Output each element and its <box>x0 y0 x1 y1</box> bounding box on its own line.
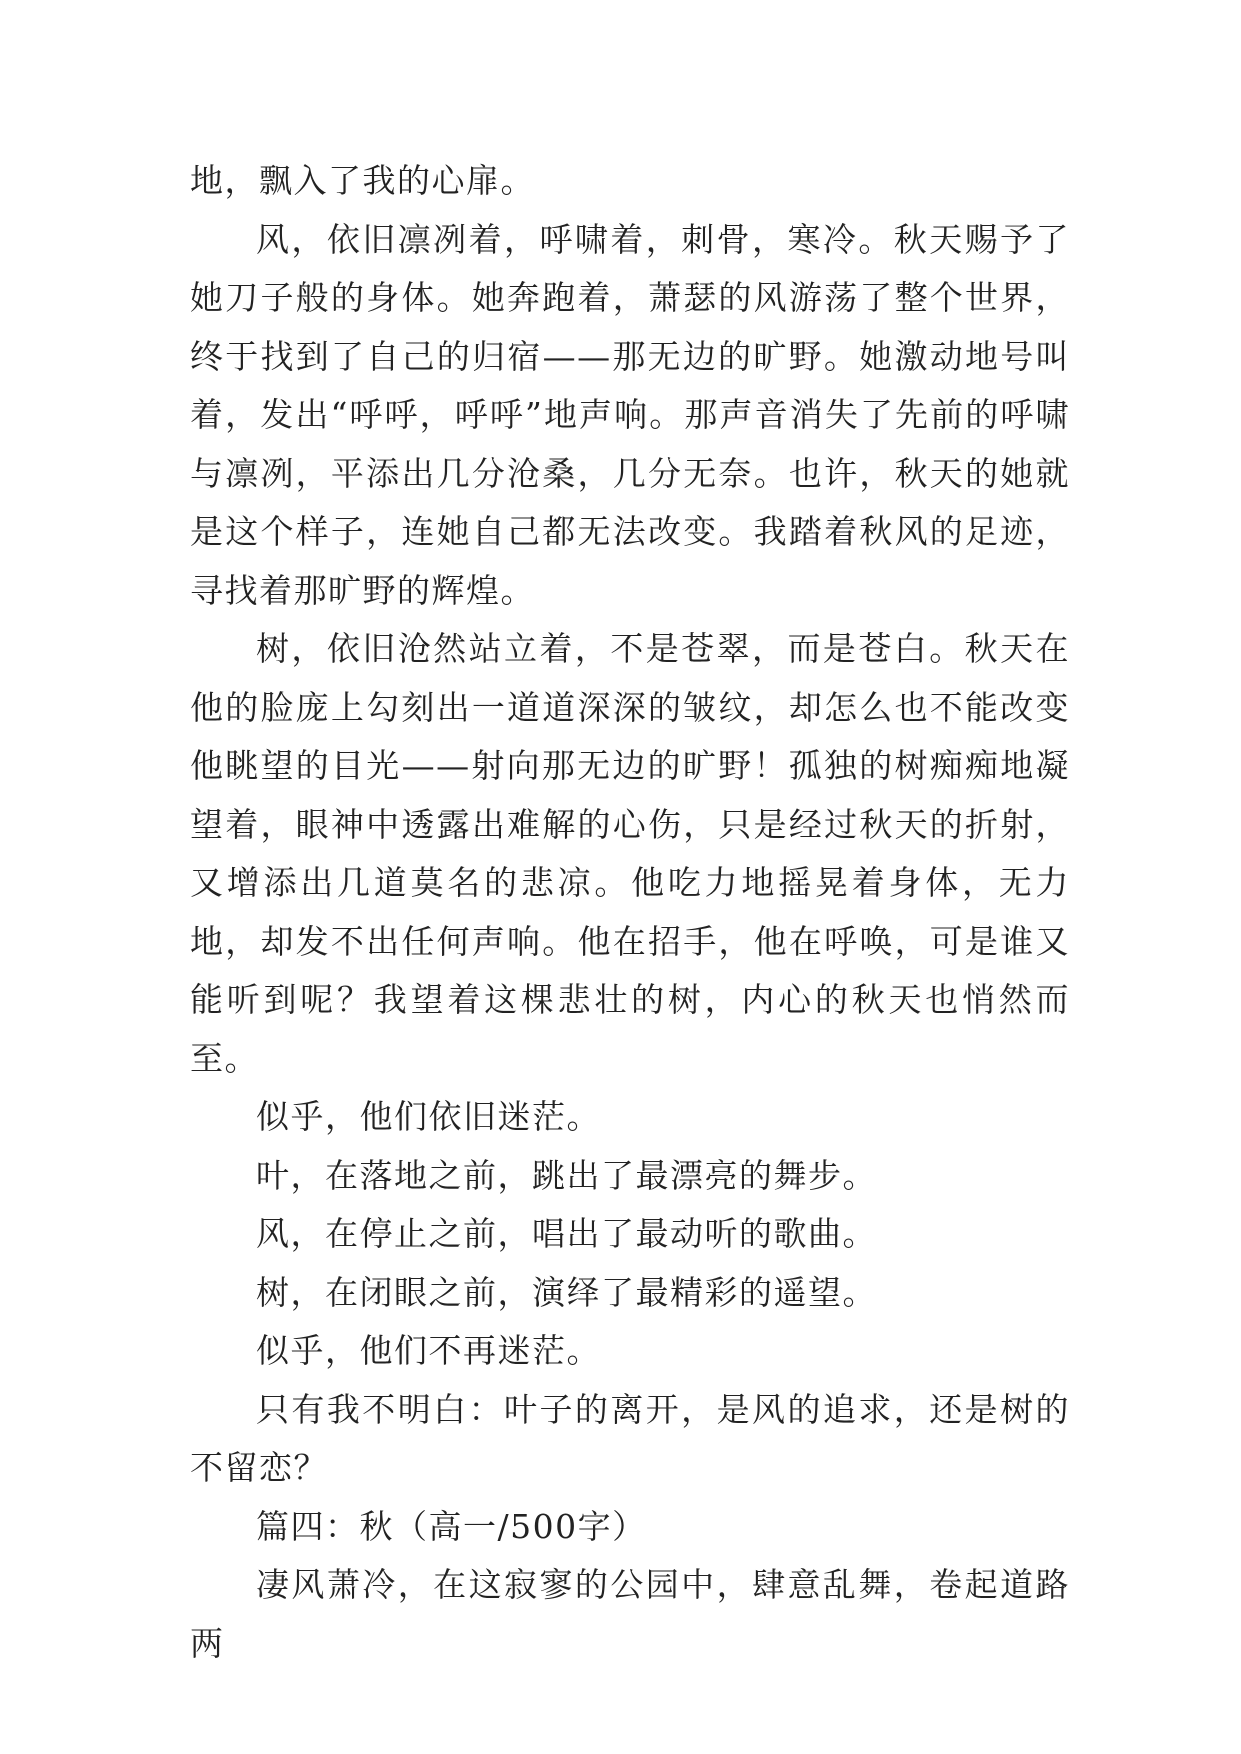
paragraph-question: 只有我不明白：叶子的离开，是风的追求，还是树的不留恋？ <box>190 1389 1070 1487</box>
section-heading: 篇四：秋（高一/500字） <box>256 1506 647 1546</box>
document-body <box>190 152 1070 1673</box>
paragraph-confused: 似乎，他们依旧迷茫。 <box>256 1097 601 1136</box>
paragraph-no-longer-confused: 似乎，他们不再迷茫。 <box>256 1331 601 1370</box>
paragraph-wind-song: 风，在停止之前，唱出了最动听的歌曲。 <box>256 1214 877 1253</box>
paragraph-wind: 风，依旧凛冽着，呼啸着，刺骨，寒冷。秋天赐予了她刀子般的身体。她奔跑着，萧瑟的风游荡了整个世界，终于找到了自己的归宿——那无边的旷野。她激动地号叫着，发出“呼呼，呼呼”地声响。那声音消失了先前的呼啸与凛冽，平添出几分沧桑，几分无奈。也许，秋天的她就是这个样子，连她自己都无法改变。我踏着秋风的足迹，寻找着那旷野的辉煌。 <box>190 219 1070 610</box>
paragraph-continuation: 地，飘入了我的心扉。 <box>190 161 535 200</box>
paragraph-leaf-dance: 叶，在落地之前，跳出了最漂亮的舞步。 <box>256 1155 877 1195</box>
paragraph-tree: 树，依旧沧然站立着，不是苍翠，而是苍白。秋天在他的脸庞上勾刻出一道道深深的皱纹，却怎么也不能改变他眺望的目光——射向那无边的旷野！孤独的树痴痴地凝望着，眼神中透露出难解的心伤，只是经过秋天的折射，又增添出几道莫名的悲凉。他吃力地摇晃着身体，无力地，却发不出任何声响。他在招手，他在呼唤，可是谁又能听到呢？我望着这棵悲壮的树，内心的秋天也悄然而至。 <box>190 629 1070 1078</box>
paragraph-autumn-start: 凄风萧冷，在这寂寥的公园中，肆意乱舞，卷起道路两 <box>190 1565 1070 1663</box>
paragraph-tree-gaze: 树，在闭眼之前，演绎了最精彩的遥望。 <box>256 1272 877 1312</box>
